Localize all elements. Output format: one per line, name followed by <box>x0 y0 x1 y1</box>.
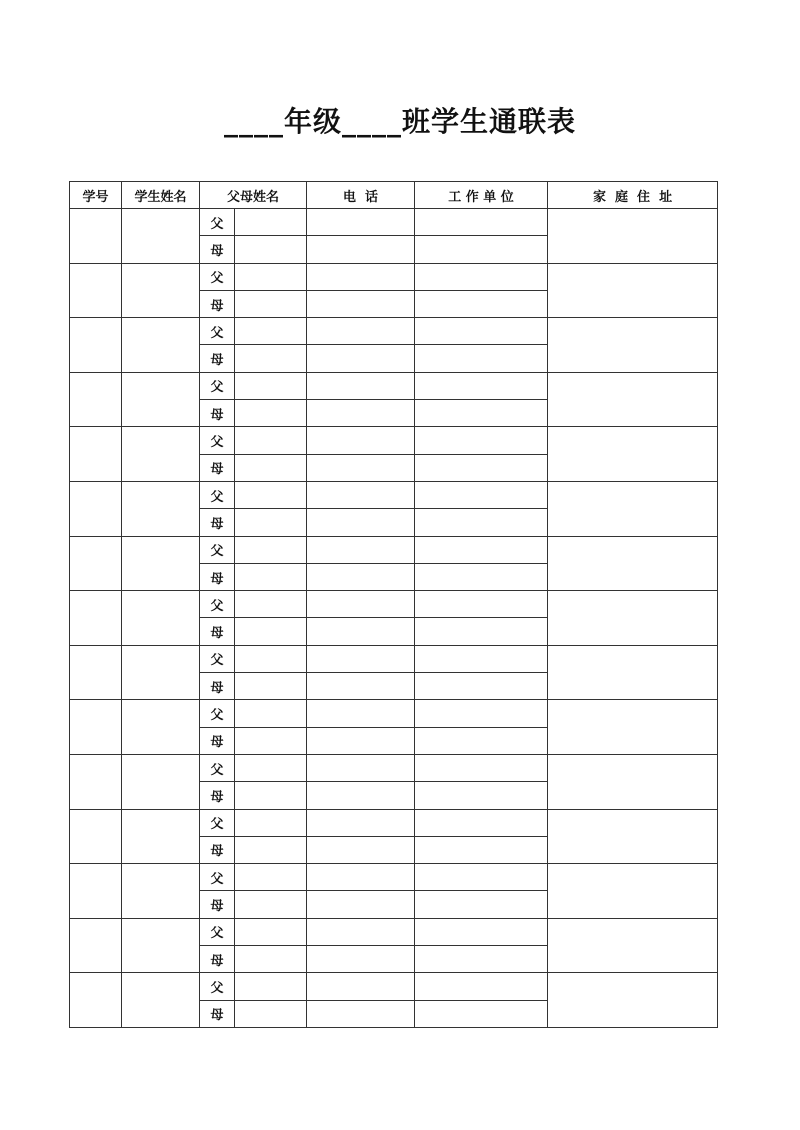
student-name-cell[interactable] <box>122 700 200 755</box>
mother-label: 母 <box>200 509 235 536</box>
father-phone-cell[interactable] <box>307 318 415 345</box>
address-cell[interactable] <box>548 263 718 318</box>
class-blank[interactable]: ____ <box>342 105 402 138</box>
father-label: 父 <box>200 864 235 891</box>
page-title <box>0 100 800 140</box>
student-name-cell[interactable] <box>122 973 200 1028</box>
mother-label: 母 <box>200 891 235 918</box>
father-name-cell[interactable] <box>235 263 307 290</box>
table-row <box>70 864 718 891</box>
grade-blank[interactable]: ____ <box>223 105 284 138</box>
student-name-cell[interactable] <box>122 427 200 482</box>
student-name-cell[interactable] <box>122 536 200 591</box>
father-workplace-cell[interactable] <box>415 536 548 563</box>
mother-phone-cell[interactable] <box>307 946 415 973</box>
student-id-cell[interactable] <box>70 209 122 264</box>
father-label: 父 <box>200 918 235 945</box>
mother-phone-cell[interactable] <box>307 836 415 863</box>
table-row <box>70 372 718 399</box>
header-phone: 电 话 <box>307 182 415 209</box>
mother-name-cell[interactable] <box>235 236 307 263</box>
father-name-cell[interactable] <box>235 864 307 891</box>
mother-name-cell[interactable] <box>235 345 307 372</box>
mother-label: 母 <box>200 236 235 263</box>
student-name-cell[interactable] <box>122 372 200 427</box>
father-name-cell[interactable] <box>235 754 307 781</box>
address-cell[interactable] <box>548 973 718 1028</box>
address-cell[interactable] <box>548 918 718 973</box>
father-name-cell[interactable] <box>235 372 307 399</box>
student-name-cell[interactable] <box>122 809 200 864</box>
table-row <box>70 263 718 290</box>
mother-label: 母 <box>200 563 235 590</box>
student-name-cell[interactable] <box>122 754 200 809</box>
father-name-cell[interactable] <box>235 918 307 945</box>
mother-workplace-cell[interactable] <box>415 891 548 918</box>
student-id-cell[interactable] <box>70 536 122 591</box>
student-id-cell[interactable] <box>70 973 122 1028</box>
mother-workplace-cell[interactable] <box>415 345 548 372</box>
table-row <box>70 918 718 945</box>
father-label: 父 <box>200 481 235 508</box>
father-workplace-cell[interactable] <box>415 372 548 399</box>
contact-table <box>69 181 718 1028</box>
mother-workplace-cell[interactable] <box>415 836 548 863</box>
father-label: 父 <box>200 372 235 399</box>
table-row <box>70 427 718 454</box>
father-workplace-cell[interactable] <box>415 754 548 781</box>
father-name-cell[interactable] <box>235 809 307 836</box>
father-phone-cell[interactable] <box>307 918 415 945</box>
mother-phone-cell[interactable] <box>307 290 415 317</box>
student-id-cell[interactable] <box>70 427 122 482</box>
mother-label: 母 <box>200 673 235 700</box>
table-row <box>70 481 718 508</box>
mother-name-cell[interactable] <box>235 454 307 481</box>
father-label: 父 <box>200 645 235 672</box>
mother-name-cell[interactable] <box>235 836 307 863</box>
father-workplace-cell[interactable] <box>415 700 548 727</box>
father-phone-cell[interactable] <box>307 209 415 236</box>
father-label: 父 <box>200 700 235 727</box>
mother-workplace-cell[interactable] <box>415 563 548 590</box>
father-phone-cell[interactable] <box>307 700 415 727</box>
mother-name-cell[interactable] <box>235 782 307 809</box>
father-name-cell[interactable] <box>235 481 307 508</box>
address-cell[interactable] <box>548 372 718 427</box>
father-workplace-cell[interactable] <box>415 318 548 345</box>
mother-label: 母 <box>200 290 235 317</box>
mother-workplace-cell[interactable] <box>415 673 548 700</box>
father-name-cell[interactable] <box>235 536 307 563</box>
address-cell[interactable] <box>548 809 718 864</box>
father-label: 父 <box>200 209 235 236</box>
mother-phone-cell[interactable] <box>307 891 415 918</box>
father-name-cell[interactable] <box>235 700 307 727</box>
father-label: 父 <box>200 973 235 1000</box>
mother-phone-cell[interactable] <box>307 618 415 645</box>
header-parent-name: 父母姓名 <box>200 182 307 209</box>
student-name-cell[interactable] <box>122 645 200 700</box>
father-label: 父 <box>200 427 235 454</box>
father-workplace-cell[interactable] <box>415 427 548 454</box>
table-row <box>70 591 718 618</box>
mother-name-cell[interactable] <box>235 400 307 427</box>
mother-phone-cell[interactable] <box>307 400 415 427</box>
father-workplace-cell[interactable] <box>415 481 548 508</box>
mother-label: 母 <box>200 727 235 754</box>
father-name-cell[interactable] <box>235 209 307 236</box>
mother-name-cell[interactable] <box>235 618 307 645</box>
student-id-cell[interactable] <box>70 809 122 864</box>
mother-workplace-cell[interactable] <box>415 727 548 754</box>
father-workplace-cell[interactable] <box>415 645 548 672</box>
table-row <box>70 973 718 1000</box>
student-name-cell[interactable] <box>122 591 200 646</box>
table-body <box>70 209 718 1028</box>
header-student-id: 学号 <box>70 182 122 209</box>
mother-workplace-cell[interactable] <box>415 454 548 481</box>
student-id-cell[interactable] <box>70 481 122 536</box>
address-cell[interactable] <box>548 536 718 591</box>
student-name-cell[interactable] <box>122 481 200 536</box>
father-workplace-cell[interactable] <box>415 864 548 891</box>
mother-workplace-cell[interactable] <box>415 400 548 427</box>
table-row <box>70 754 718 781</box>
mother-workplace-cell[interactable] <box>415 618 548 645</box>
student-id-cell[interactable] <box>70 864 122 919</box>
mother-label: 母 <box>200 400 235 427</box>
student-name-cell[interactable] <box>122 318 200 373</box>
mother-workplace-cell[interactable] <box>415 1000 548 1027</box>
address-cell[interactable] <box>548 209 718 264</box>
father-name-cell[interactable] <box>235 318 307 345</box>
mother-name-cell[interactable] <box>235 946 307 973</box>
student-id-cell[interactable] <box>70 918 122 973</box>
father-phone-cell[interactable] <box>307 809 415 836</box>
table-row <box>70 318 718 345</box>
father-phone-cell[interactable] <box>307 645 415 672</box>
father-phone-cell[interactable] <box>307 591 415 618</box>
mother-phone-cell[interactable] <box>307 782 415 809</box>
father-name-cell[interactable] <box>235 973 307 1000</box>
father-phone-cell[interactable] <box>307 864 415 891</box>
table-row <box>70 536 718 563</box>
mother-name-cell[interactable] <box>235 290 307 317</box>
mother-phone-cell[interactable] <box>307 345 415 372</box>
mother-label: 母 <box>200 782 235 809</box>
address-cell[interactable] <box>548 318 718 373</box>
father-name-cell[interactable] <box>235 427 307 454</box>
father-workplace-cell[interactable] <box>415 809 548 836</box>
student-id-cell[interactable] <box>70 754 122 809</box>
mother-phone-cell[interactable] <box>307 727 415 754</box>
mother-phone-cell[interactable] <box>307 673 415 700</box>
father-workplace-cell[interactable] <box>415 918 548 945</box>
father-workplace-cell[interactable] <box>415 973 548 1000</box>
mother-workplace-cell[interactable] <box>415 236 548 263</box>
mother-name-cell[interactable] <box>235 891 307 918</box>
header-address: 家 庭 住 址 <box>548 182 718 209</box>
address-cell[interactable] <box>548 427 718 482</box>
student-name-cell[interactable] <box>122 209 200 264</box>
mother-workplace-cell[interactable] <box>415 290 548 317</box>
mother-label: 母 <box>200 836 235 863</box>
table-row <box>70 209 718 236</box>
mother-phone-cell[interactable] <box>307 454 415 481</box>
father-name-cell[interactable] <box>235 645 307 672</box>
header-workplace: 工 作 单 位 <box>415 182 548 209</box>
mother-phone-cell[interactable] <box>307 509 415 536</box>
mother-label: 母 <box>200 618 235 645</box>
mother-workplace-cell[interactable] <box>415 509 548 536</box>
father-phone-cell[interactable] <box>307 481 415 508</box>
student-id-cell[interactable] <box>70 263 122 318</box>
father-label: 父 <box>200 536 235 563</box>
address-cell[interactable] <box>548 481 718 536</box>
address-cell[interactable] <box>548 645 718 700</box>
mother-label: 母 <box>200 345 235 372</box>
student-id-cell[interactable] <box>70 700 122 755</box>
mother-phone-cell[interactable] <box>307 1000 415 1027</box>
address-cell[interactable] <box>548 700 718 755</box>
student-id-cell[interactable] <box>70 372 122 427</box>
father-phone-cell[interactable] <box>307 372 415 399</box>
header-student-name: 学生姓名 <box>122 182 200 209</box>
student-name-cell[interactable] <box>122 918 200 973</box>
student-id-cell[interactable] <box>70 645 122 700</box>
father-label: 父 <box>200 318 235 345</box>
father-phone-cell[interactable] <box>307 973 415 1000</box>
student-id-cell[interactable] <box>70 318 122 373</box>
student-id-cell[interactable] <box>70 591 122 646</box>
grade-label: 年级 <box>283 105 342 138</box>
father-workplace-cell[interactable] <box>415 209 548 236</box>
mother-phone-cell[interactable] <box>307 236 415 263</box>
mother-label: 母 <box>200 1000 235 1027</box>
father-phone-cell[interactable] <box>307 263 415 290</box>
title-rest: 班学生通联表 <box>402 105 577 138</box>
mother-phone-cell[interactable] <box>307 563 415 590</box>
father-phone-cell[interactable] <box>307 754 415 781</box>
mother-label: 母 <box>200 946 235 973</box>
table-row <box>70 645 718 672</box>
mother-workplace-cell[interactable] <box>415 782 548 809</box>
address-cell[interactable] <box>548 754 718 809</box>
mother-name-cell[interactable] <box>235 673 307 700</box>
mother-name-cell[interactable] <box>235 1000 307 1027</box>
table-row <box>70 700 718 727</box>
mother-label: 母 <box>200 454 235 481</box>
father-label: 父 <box>200 591 235 618</box>
father-phone-cell[interactable] <box>307 427 415 454</box>
mother-workplace-cell[interactable] <box>415 946 548 973</box>
father-label: 父 <box>200 263 235 290</box>
father-workplace-cell[interactable] <box>415 263 548 290</box>
father-label: 父 <box>200 809 235 836</box>
student-name-cell[interactable] <box>122 263 200 318</box>
father-name-cell[interactable] <box>235 591 307 618</box>
mother-name-cell[interactable] <box>235 509 307 536</box>
father-workplace-cell[interactable] <box>415 591 548 618</box>
mother-name-cell[interactable] <box>235 563 307 590</box>
header-row <box>70 182 718 209</box>
student-name-cell[interactable] <box>122 864 200 919</box>
address-cell[interactable] <box>548 864 718 919</box>
address-cell[interactable] <box>548 591 718 646</box>
father-label: 父 <box>200 754 235 781</box>
table-row <box>70 809 718 836</box>
mother-name-cell[interactable] <box>235 727 307 754</box>
father-phone-cell[interactable] <box>307 536 415 563</box>
